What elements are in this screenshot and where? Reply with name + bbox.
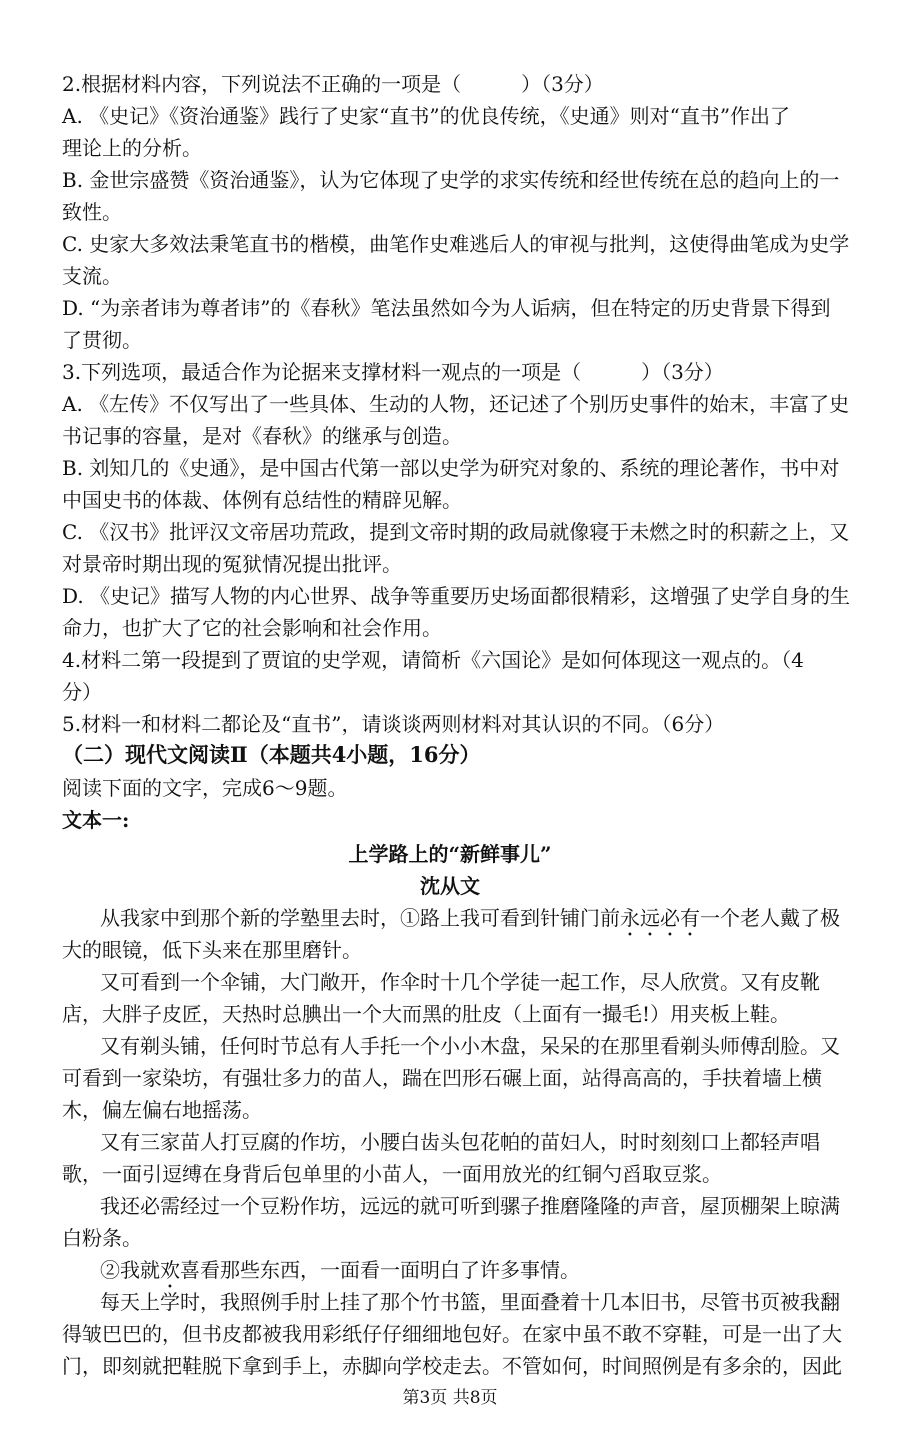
- question-2-stem: 2.根据材料内容，下列说法不正确的一项是（ ）（3分）: [62, 72, 604, 96]
- question-3-option-c-cont: 对景帝时期出现的冤狱情况提出批评。: [62, 552, 402, 576]
- essay-text: ②我就: [100, 1258, 160, 1282]
- page-number: 第3页 共8页: [402, 1388, 498, 1408]
- essay-paragraph-1-cont: 大的眼镜，低下头来在那里磨针。: [62, 938, 362, 962]
- question-2-option-d: D. “为亲者讳为尊者讳”的《春秋》笔法虽然如今为人诟病，但在特定的历史背景下得到: [62, 296, 831, 320]
- essay-paragraph-7: 每天上学时，我照例手肘上挂了那个竹书篮，里面叠着十几本旧书，尽管书页被我翻: [100, 1290, 840, 1314]
- question-2-option-c-cont: 支流。: [62, 264, 122, 288]
- question-5-stem: 5.材料一和材料二都论及“直书”，请谈谈两则材料对其认识的不同。（6分）: [62, 712, 725, 736]
- emphasized-text: 欢: [160, 1258, 180, 1282]
- essay-paragraph-5: 我还必需经过一个豆粉作坊，远远的就可听到骡子推磨隆隆的声音，屋顶棚架上晾满: [100, 1194, 840, 1218]
- essay-text: 喜看那些东西，一面看一面明白了许多事情。: [180, 1258, 580, 1282]
- question-4-stem: 4.材料二第一段提到了贾谊的史学观，请简析《六国论》是如何体现这一观点的。（4: [62, 648, 804, 672]
- emphasized-text: 永远必有: [620, 906, 700, 930]
- essay-paragraph-4-cont: 歌，一面引逗缚在身背后包单里的小苗人，一面用放光的红铜勺舀取豆浆。: [62, 1162, 722, 1186]
- question-3-option-a: A. 《左传》不仅写出了一些具体、生动的人物，还记述了个别历史事件的始末，丰富了史: [62, 392, 850, 416]
- essay-paragraph-4: 又有三家苗人打豆腐的作坊，小腰白齿头包花帕的苗妇人，时时刻刻口上都轻声唱: [100, 1130, 820, 1154]
- question-3-option-b-cont: 中国史书的体裁、体例有总结性的精辟见解。: [62, 488, 462, 512]
- essay-paragraph-3-cont: 可看到一家染坊，有强壮多力的苗人，踹在凹形石碾上面，站得高高的，手扶着墙上横: [62, 1066, 822, 1090]
- essay-paragraph-7-cont: 门，即刻就把鞋脱下拿到手上，赤脚向学校走去。不管如何，时间照例是有多余的，因此: [62, 1354, 842, 1378]
- question-3-stem: 3.下列选项，最适合作为论据来支撑材料一观点的一项是（ ）（3分）: [62, 360, 724, 384]
- essay-paragraph-3-cont: 木，偏左偏右地摇荡。: [62, 1098, 262, 1122]
- essay-paragraph-7-cont: 得皱巴巴的，但书皮都被我用彩纸仔仔细细地包好。在家中虽不敢不穿鞋，可是一出了大: [62, 1322, 842, 1346]
- question-2-option-b-cont: 致性。: [62, 200, 122, 224]
- question-3-option-b: B. 刘知几的《史通》，是中国古代第一部以史学为研究对象的、系统的理论著作，书中对: [62, 456, 840, 480]
- essay-author: 沈从文: [420, 874, 480, 898]
- question-3-option-a-cont: 书记事的容量，是对《春秋》的继承与创造。: [62, 424, 462, 448]
- question-2-option-a-cont: 理论上的分析。: [62, 136, 202, 160]
- essay-title: 上学路上的“新鲜事儿”: [348, 842, 552, 866]
- essay-text: 从我家中到那个新的学塾里去时，①路上我可看到针铺门前: [100, 906, 620, 930]
- question-2-option-d-cont: 了贯彻。: [62, 328, 142, 352]
- question-2-option-a: A. 《史记》《资治通鉴》践行了史家“直书”的优良传统，《史通》则对“直书”作出了: [62, 104, 791, 128]
- essay-paragraph-6: [100, 1258, 852, 1293]
- section-heading: （二）现代文阅读Ⅱ（本题共4小题，16分）: [62, 742, 481, 767]
- essay-paragraph-5-cont: 白粉条。: [62, 1226, 142, 1250]
- text-label: 文本一:: [62, 808, 130, 832]
- section-instruction: 阅读下面的文字，完成6～9题。: [62, 776, 348, 800]
- question-3-option-d-cont: 命力，也扩大了它的社会影响和社会作用。: [62, 616, 442, 640]
- essay-text: 一个老人戴了极: [700, 906, 840, 930]
- question-4-stem-cont: 分）: [62, 680, 102, 704]
- question-3-option-d: D. 《史记》描写人物的内心世界、战争等重要历史场面都很精彩，这增强了史学自身的生: [62, 584, 851, 608]
- question-2-option-b: B. 金世宗盛赞《资治通鉴》，认为它体现了史学的求实传统和经世传统在总的趋向上的一: [62, 168, 840, 192]
- essay-paragraph-2: 又可看到一个伞铺，大门敞开，作伞时十几个学徒一起工作，尽人欣赏。又有皮靴: [100, 970, 820, 994]
- question-3-option-c: C. 《汉书》批评汉文帝居功荒政，提到文帝时期的政局就像寝于未燃之时的积薪之上，又: [62, 520, 850, 544]
- question-2-option-c: C. 史家大多效法秉笔直书的楷模，曲笔作史难逃后人的审视与批判，这使得曲笔成为史学: [62, 232, 850, 256]
- essay-paragraph-3: 又有剃头铺，任何时节总有人手托一个小小木盘，呆呆的在那里看剃头师傅刮脸。又: [100, 1034, 840, 1058]
- essay-paragraph-1: [100, 906, 852, 941]
- essay-paragraph-2-cont: 店，大胖子皮匠，天热时总腆出一个大而黑的肚皮（上面有一撮毛!）用夹板上鞋。: [62, 1002, 791, 1026]
